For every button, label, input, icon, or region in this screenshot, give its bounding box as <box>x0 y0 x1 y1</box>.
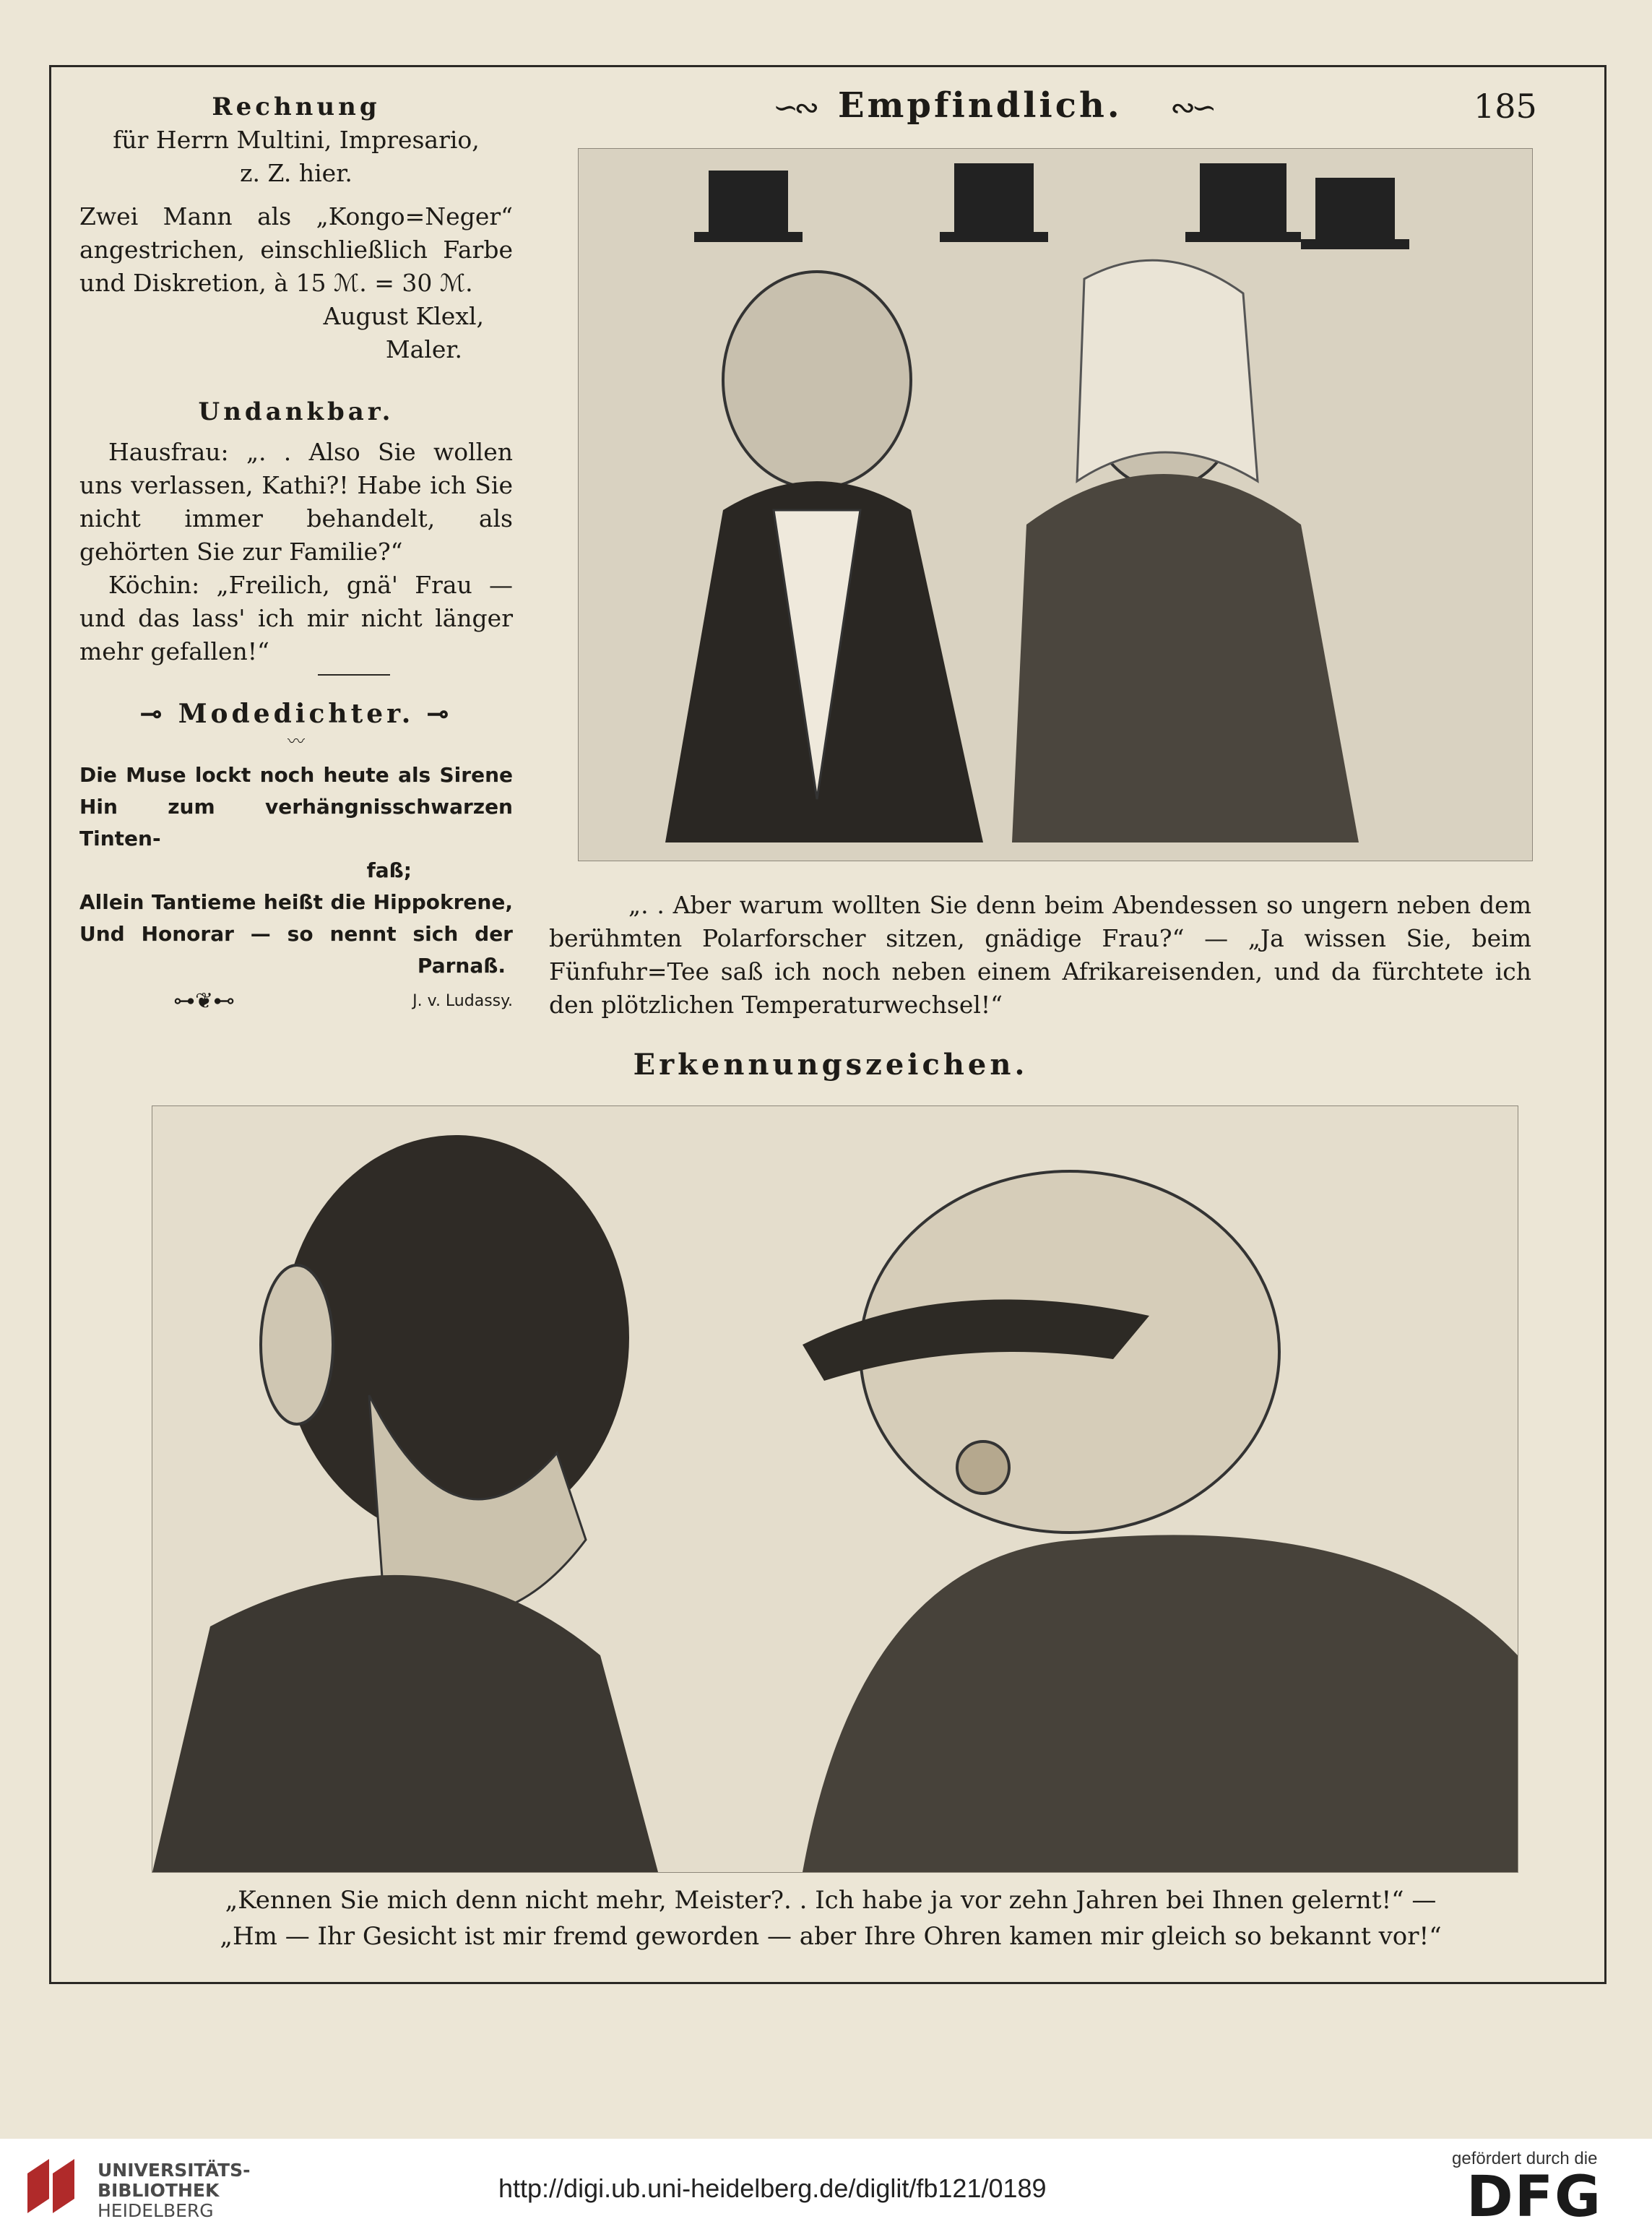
library-name-line: BIBLIOTHEK <box>98 2180 220 2201</box>
rechnung-signature: August Klexl, <box>323 302 484 330</box>
illustration-empfindlich <box>578 148 1533 861</box>
modedichter-title-text: Modedichter. <box>178 699 415 729</box>
rechnung-role: Maler. <box>385 335 462 363</box>
rechnung-title: Rechnung <box>212 92 381 121</box>
left-column <box>79 90 513 1018</box>
library-name-line: UNIVERSITÄTS- <box>98 2160 251 2181</box>
undankbar-paragraph: Köchin: „Freilich, gnä' Frau — und das lass' ich mir nicht länger mehr gefallen!“ <box>79 571 513 665</box>
library-name-line: HEIDELBERG <box>98 2200 214 2221</box>
modedichter-title <box>79 697 513 730</box>
poem-line: faß; <box>366 858 412 882</box>
dfg-logo: DFG <box>1466 2165 1603 2230</box>
sketch-two-men-icon <box>152 1106 1518 1872</box>
undankbar-title: Undankbar. <box>198 397 394 426</box>
modedichter-poem <box>79 759 513 982</box>
ornament-icon: ⊸ <box>139 699 166 729</box>
erkennung-title: Erkennungszeichen. <box>633 1048 1029 1082</box>
permalink-url[interactable]: http://digi.ub.uni-heidelberg.de/diglit/fb121/0189 <box>498 2173 1047 2203</box>
erkennung-line: „Hm — Ihr Gesicht ist mir fremd geworden — aber Ihre Ohren kamen mir gleich so bekannt vor!“ <box>220 1922 1442 1951</box>
poem-line: Parnaß. <box>417 954 506 978</box>
poem-line: Hin zum verhängnisschwarzen Tinten- <box>79 795 513 850</box>
erkennung-caption <box>144 1882 1517 1954</box>
ornament-right-icon: ∾∽ <box>1170 90 1213 125</box>
empfindlich-caption: „. . Aber warum wollten Sie denn beim Abendessen so ungern neben dem berühmten Polarforscher sitzen, gnädige Frau?“ — „Ja wissen Sie, beim Fünfuhr=Tee saß ich noch neben einem Afrikareisenden, und da fürchtete ich den plötzlichen Temperaturwechsel!“ <box>549 891 1531 1019</box>
poem-line: Allein Tantieme heißt die Hippokrene, <box>79 890 513 914</box>
erkennung-line: „Kennen Sie mich denn nicht mehr, Meister?. . Ich habe ja vor zehn Jahren bei Ihnen gelernt!“ — <box>225 1886 1437 1915</box>
footer-bar <box>0 2139 1652 2237</box>
illustration-erkennungszeichen <box>152 1105 1518 1873</box>
poem-author: J. v. Ludassy. <box>412 992 513 1010</box>
undankbar-paragraph: Hausfrau: „. . Also Sie wollen uns verlassen, Kathi?! Habe ich Sie nicht immer behandelt, als gehörten Sie zur Familie?“ <box>79 438 513 566</box>
library-logo-icon <box>20 2152 89 2220</box>
page-title: Empfindlich. <box>838 85 1123 126</box>
rechnung-line: für Herrn Multini, Impresario, <box>113 126 480 154</box>
sketch-figures-icon <box>579 149 1532 861</box>
poem-line: Und Honorar — so nennt sich der <box>79 922 513 946</box>
ornament-left-icon: ∽∾ <box>773 90 816 125</box>
rechnung-line: z. Z. hier. <box>240 159 353 187</box>
page-number: 185 <box>1474 87 1537 126</box>
poem-line: Die Muse lockt noch heute als Sirene <box>79 763 513 787</box>
rechnung-body: Zwei Mann als „Kongo=Neger“ angestrichen, einschließlich Farbe und Diskretion, à 15 ℳ. = 30 ℳ. <box>79 202 513 297</box>
divider-rule <box>318 674 390 676</box>
library-name <box>98 2160 250 2221</box>
ornament-icon: ⊸ <box>426 699 453 729</box>
ornament-flourish-icon: ⊶❦⊷ <box>173 988 235 1014</box>
funded-by-label: gefördert durch die <box>1452 2149 1598 2168</box>
ornament-wave-icon: 〰 <box>287 731 305 751</box>
